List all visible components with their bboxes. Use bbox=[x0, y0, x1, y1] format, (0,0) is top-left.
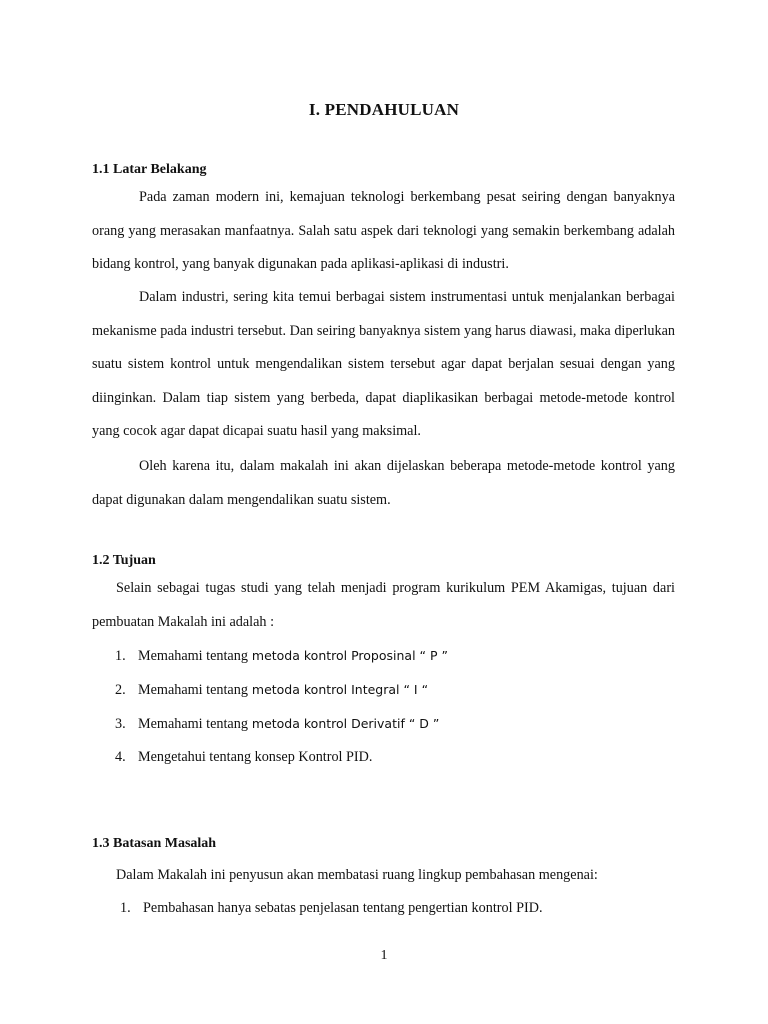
list-item bbox=[115, 747, 448, 781]
list-item-text-sans: metoda kontrol Integral “ I “ bbox=[247, 681, 429, 697]
list-item-number: 1. bbox=[120, 900, 131, 916]
paragraph-latar-1: Pada zaman modern ini, kemajuan teknologi berkembang pesat seiring dengan banyaknya orang yang merasakan manfaatnya. Salah satu aspek dari teknologi yang semakin berkembang adalah bidang kontrol, yang banyak digunakan pada aplikasi-aplikasi di industri. bbox=[92, 189, 675, 272]
paragraph-latar-3: Oleh karena itu, dalam makalah ini akan dijelaskan beberapa metode-metode kontrol yang dapat digunakan dalam mengendalikan suatu sistem. bbox=[92, 458, 675, 508]
section-heading-batasan-masalah: 1.3 Batasan Masalah bbox=[92, 836, 217, 851]
list-item bbox=[115, 714, 448, 748]
paragraph-batasan-intro: Dalam Makalah ini penyusun akan membatasi ruang lingkup pembahasan mengenai: bbox=[116, 867, 598, 883]
list-item bbox=[115, 680, 448, 714]
tujuan-list bbox=[115, 646, 448, 781]
list-item-text: Memahami tentang bbox=[138, 648, 248, 664]
list-item-text: Memahami tentang bbox=[138, 715, 248, 732]
list-item-text: Pembahasan hanya sebatas penjelasan tentang pengertian kontrol PID. bbox=[143, 900, 543, 916]
list-item-number: 4. bbox=[115, 749, 126, 766]
paragraph-tujuan-intro: Selain sebagai tugas studi yang telah menjadi program kurikulum PEM Akamigas, tujuan dari pembuatan Makalah ini adalah : bbox=[92, 580, 675, 630]
list-item bbox=[115, 646, 448, 680]
chapter-title: I. PENDAHULUAN bbox=[308, 100, 460, 119]
section-heading-tujuan: 1.2 Tujuan bbox=[92, 553, 156, 568]
list-item-text: Memahami tentang bbox=[138, 681, 248, 698]
list-item-text-sans: metoda kontrol Proposinal “ P ” bbox=[247, 648, 448, 663]
list-item-number: 2. bbox=[115, 681, 126, 698]
paragraph-latar-2: Dalam industri, sering kita temui berbagai sistem instrumentasi untuk menjalankan berbagai mekanisme pada industri tersebut. Dan seiring banyaknya sistem yang harus diawasi, maka diperlukan suatu sistem kontrol untuk mengendalikan sistem tersebut agar dapat berjalan sesuai dengan yang diinginkan. Dalam tiap sistem yang berbeda, dapat diaplikasikan berbagai metode-metode kontrol yang cocok agar dapat dicapai suatu hasil yang maksimal. bbox=[92, 289, 675, 439]
page-number: 1 bbox=[380, 948, 388, 963]
list-item-number: 3. bbox=[115, 715, 126, 732]
list-item-text: Mengetahui tentang konsep Kontrol PID. bbox=[138, 749, 373, 766]
section-heading-latar-belakang: 1.1 Latar Belakang bbox=[92, 162, 207, 177]
batasan-list-item bbox=[120, 900, 543, 917]
list-item-number: 1. bbox=[115, 648, 126, 664]
list-item-text-sans: metoda kontrol Derivatif “ D ” bbox=[247, 715, 440, 731]
